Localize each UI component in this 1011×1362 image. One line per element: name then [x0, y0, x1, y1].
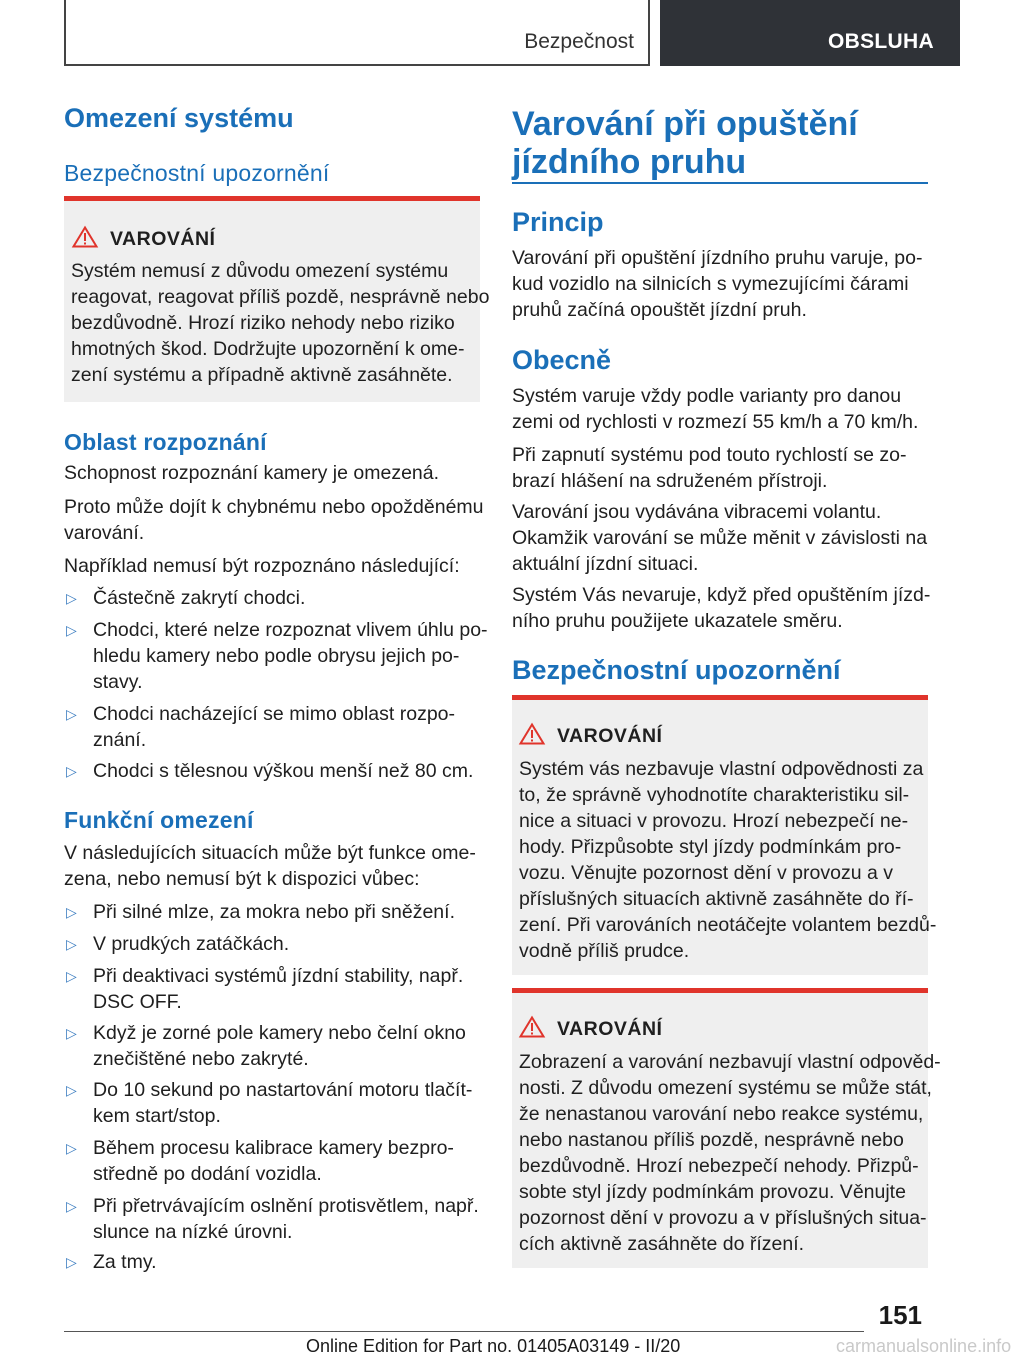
list-item: stavy.: [93, 671, 143, 693]
list-item: středně po dodání vozidla.: [93, 1163, 322, 1185]
list-item: Při přetrvávajícím oslnění protisvětlem, např.: [93, 1195, 479, 1217]
bullet-arrow-icon: ▷: [66, 1254, 77, 1270]
warning-2-line: hody. Přizpůsobte styl jízdy podmínkám pro-: [519, 836, 902, 858]
detection-text: Například nemusí být rozpoznáno následující:: [64, 555, 460, 577]
list-item: Částečně zakrytí chodci.: [93, 587, 306, 609]
list-item: Do 10 sekund po nastartování motoru tlačít-: [93, 1079, 473, 1101]
general-text: ního pruhu použijete ukazatele směru.: [512, 610, 843, 632]
list-item: hledu kamery nebo podle obrysu jejich po-: [93, 645, 460, 667]
general-text: Při zapnutí systému pod touto rychlostí se zo-: [512, 444, 907, 466]
list-item: slunce na nízké úrovni.: [93, 1221, 293, 1243]
safety-heading-right: Bezpečnostní upozornění: [512, 655, 841, 685]
list-item: Chodci nacházející se mimo oblast rozpo-: [93, 703, 455, 725]
list-item: Chodci s tělesnou výškou menší než 80 cm.: [93, 760, 474, 782]
principle-text: pruhů začíná opouštět jízdní pruh.: [512, 299, 807, 321]
bullet-arrow-icon: ▷: [66, 706, 77, 722]
warning-2-title: VAROVÁNÍ: [557, 725, 663, 747]
warning-2-line: příslušných situacích aktivně zasáhněte do ří-: [519, 888, 914, 910]
warning-3-line: cích aktivně zasáhněte do řízení.: [519, 1233, 805, 1255]
warning-3-line: bezdůvodně. Hrozí nebezpečí nehody. Přizpů-: [519, 1155, 919, 1177]
function-limits-text: zena, nebo nemusí být k dispozici vůbec:: [64, 868, 420, 890]
bullet-arrow-icon: ▷: [66, 1025, 77, 1041]
warning-3-line: nosti. Z důvodu omezení systému se může stát,: [519, 1077, 932, 1099]
list-item: V prudkých zatáčkách.: [93, 933, 290, 955]
warning-3-line: Zobrazení a varování nezbavují vlastní odpověd-: [519, 1051, 941, 1073]
warning-2-line: zení. Při varováních neotáčejte volantem bezdů-: [519, 914, 937, 936]
list-item: Za tmy.: [93, 1251, 157, 1273]
list-item: Během procesu kalibrace kamery bezpro-: [93, 1137, 454, 1159]
warning-3-line: pozornost dění v provozu a v příslušných situa-: [519, 1207, 927, 1229]
warning-triangle-icon: [72, 226, 98, 248]
watermark: carmanualsonline.info: [836, 1336, 1011, 1356]
bullet-arrow-icon: ▷: [66, 936, 77, 952]
safety-heading-left: Bezpečnostní upozornění: [64, 160, 330, 186]
warning-1-line: hmotných škod. Dodržujte upozornění k ome-: [71, 338, 465, 360]
detection-text: varování.: [64, 522, 145, 544]
warning-box-3-top-bar: [512, 988, 928, 993]
warning-3-line: že nenastanou varování nebo reakce systému,: [519, 1103, 924, 1125]
warning-1-line: zení systému a případně aktivně zasáhněte.: [71, 364, 453, 386]
function-limits-heading: Funkční omezení: [64, 807, 254, 833]
bullet-arrow-icon: ▷: [66, 1198, 77, 1214]
detection-heading: Oblast rozpoznání: [64, 429, 267, 455]
warning-box-1-top-bar: [64, 196, 480, 201]
bullet-arrow-icon: ▷: [66, 763, 77, 779]
warning-2-line: vozu. Věnujte pozornost dění v provozu a v: [519, 862, 893, 884]
general-text: aktuální jízdní situaci.: [512, 553, 699, 575]
warning-2-line: vodně příliš prudce.: [519, 940, 690, 962]
warning-triangle-icon: [519, 723, 545, 745]
page-title-right: jízdního pruhu: [512, 143, 747, 181]
warning-2-line: Systém vás nezbavuje vlastní odpovědnosti za: [519, 758, 924, 780]
general-text: Systém varuje vždy podle varianty pro danou: [512, 385, 902, 407]
warning-2-line: nice a situaci v provozu. Hrozí nebezpečí ne-: [519, 810, 909, 832]
header-chapter-label: OBSLUHA: [828, 30, 934, 53]
warning-box-2-top-bar: [512, 695, 928, 700]
warning-1-line: Systém nemusí z důvodu omezení systému: [71, 260, 449, 282]
general-text: zemi od rychlosti v rozmezí 55 km/h a 70 km/h.: [512, 411, 919, 433]
footer-edition: Online Edition for Part no. 01405A03149 - II/20: [306, 1336, 681, 1356]
principle-text: kud vozidlo na silnicích s vymezujícími čárami: [512, 273, 909, 295]
list-item: DSC OFF.: [93, 991, 182, 1013]
page-number: 151: [878, 1300, 922, 1330]
detection-text: Schopnost rozpoznání kamery je omezená.: [64, 462, 440, 484]
warning-3-line: nebo nastanou příliš pozdě, nesprávně nebo: [519, 1129, 904, 1151]
page-title-left: Omezení systému: [64, 103, 294, 133]
list-item: kem start/stop.: [93, 1105, 221, 1127]
bullet-arrow-icon: ▷: [66, 590, 77, 606]
principle-text: Varování při opuštění jízdního pruhu varuje, po-: [512, 247, 923, 269]
function-limits-text: V následujících situacích může být funkce ome-: [64, 842, 476, 864]
warning-triangle-icon: [519, 1016, 545, 1038]
list-item: Při deaktivaci systémů jízdní stability, např.: [93, 965, 464, 987]
detection-text: Proto může dojít k chybnému nebo opožděnému: [64, 496, 484, 518]
general-text: brazí hlášení na sdruženém přístroji.: [512, 470, 828, 492]
title-underline: [512, 182, 928, 184]
general-text: Varování jsou vydávána vibracemi volantu.: [512, 501, 882, 523]
warning-1-line: bezdůvodně. Hrozí riziko nehody nebo riziko: [71, 312, 455, 334]
general-heading: Obecně: [512, 345, 612, 375]
list-item: Chodci, které nelze rozpoznat vlivem úhlu po-: [93, 619, 488, 641]
list-item: znečištěné nebo zakryté.: [93, 1048, 309, 1070]
bullet-arrow-icon: ▷: [66, 1140, 77, 1156]
page-title-right: Varování při opuštění: [512, 105, 858, 143]
bullet-arrow-icon: ▷: [66, 1082, 77, 1098]
principle-heading: Princip: [512, 207, 604, 237]
general-text: Okamžik varování se může měnit v závislosti na: [512, 527, 928, 549]
list-item: Když je zorné pole kamery nebo čelní okno: [93, 1022, 466, 1044]
general-text: Systém Vás nevaruje, když před opuštěním jízd-: [512, 584, 931, 606]
header-section-title: Bezpečnost: [524, 30, 634, 53]
warning-1-line: reagovat, reagovat příliš pozdě, nesprávně nebo: [71, 286, 490, 308]
warning-3-line: sobte styl jízdy podmínkám provozu. Věnujte: [519, 1181, 906, 1203]
list-item: Při silné mlze, za mokra nebo při sněžení.: [93, 901, 455, 923]
footer-divider: [64, 1331, 864, 1332]
warning-3-title: VAROVÁNÍ: [557, 1018, 663, 1040]
list-item: znání.: [93, 729, 147, 751]
bullet-arrow-icon: ▷: [66, 968, 77, 984]
bullet-arrow-icon: ▷: [66, 904, 77, 920]
warning-2-line: to, že správně vyhodnotíte charakteristiku sil-: [519, 784, 910, 806]
warning-1-title: VAROVÁNÍ: [110, 228, 216, 250]
bullet-arrow-icon: ▷: [66, 622, 77, 638]
